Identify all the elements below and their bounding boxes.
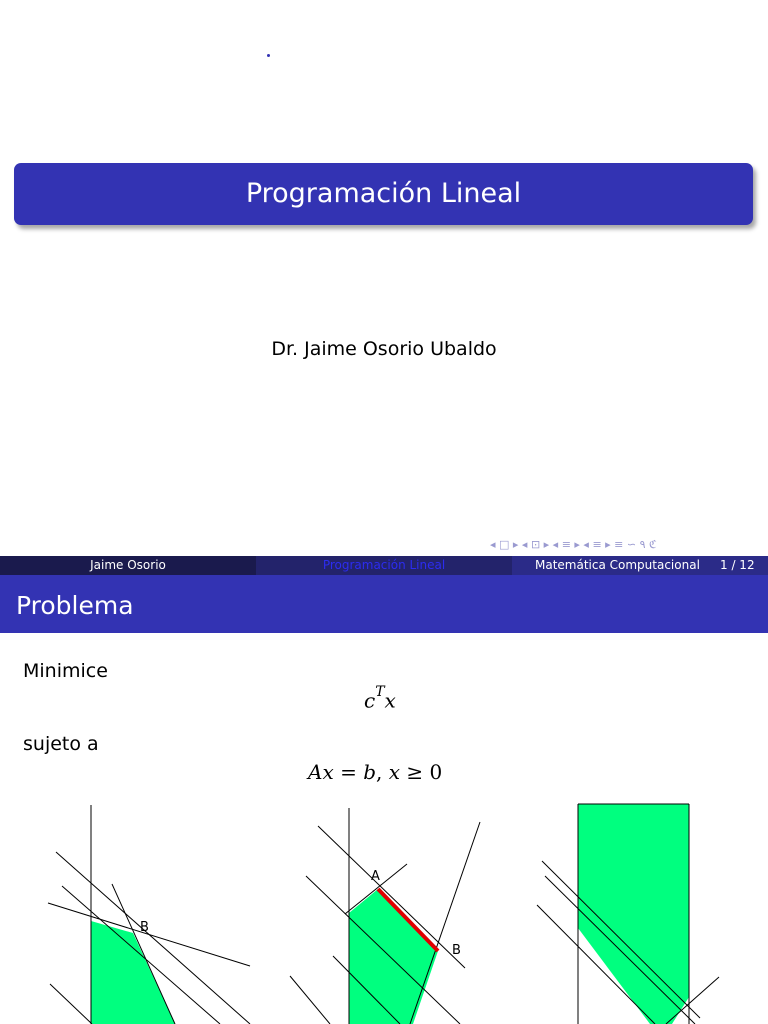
- frame-title: Problema: [16, 591, 134, 620]
- slide-footer: [0, 556, 768, 575]
- figure-1: [48, 805, 250, 1024]
- objective-x: x: [384, 688, 396, 713]
- fig2-line: [290, 976, 330, 1024]
- subject-to-label: sujeto a: [23, 733, 99, 755]
- beamer-navigation-icons[interactable]: ◂ □ ▸ ◂ ⊡ ▸ ◂ ≡ ▸ ◂ ≡ ▸ ≡ ∽ ۹ ℭ: [490, 538, 657, 551]
- constraint-b: b: [363, 760, 377, 784]
- constraint-x: x: [388, 760, 401, 784]
- fig2-line: [410, 822, 480, 1024]
- footer-author: Jaime Osorio: [0, 556, 256, 575]
- fig1-label-b: B: [140, 920, 149, 935]
- objective-c: c: [364, 688, 376, 713]
- constraint-expression: [308, 760, 442, 784]
- constraint-equals: =: [333, 760, 364, 784]
- slide-author: Dr. Jaime Osorio Ubaldo: [271, 338, 497, 360]
- objective-transpose: T: [375, 684, 385, 700]
- fig2-feasible-region: [349, 889, 438, 1024]
- slide-title: Programación Lineal: [245, 178, 522, 209]
- fig2-label-b: B: [452, 943, 461, 958]
- decorative-dot: [267, 54, 270, 57]
- fig1-feasible-region: [91, 921, 175, 1024]
- footer-title: Programación Lineal: [256, 556, 512, 575]
- figure-2: [290, 808, 480, 1024]
- constraint-comma: ,: [376, 760, 389, 784]
- fig1-line: [50, 984, 92, 1024]
- constraint-nonneg: ≥ 0: [400, 760, 443, 784]
- frame-header: [0, 575, 768, 633]
- footer-page-number: 1 / 12: [720, 558, 755, 572]
- slide-title-box: [14, 163, 753, 225]
- feasible-region-figures: [0, 800, 768, 1024]
- footer-course: Matemática Computacional: [535, 558, 700, 572]
- footer-right: [512, 556, 768, 575]
- minimize-label: Minimice: [23, 660, 108, 682]
- objective-expression: [364, 684, 396, 713]
- fig2-label-a: A: [371, 869, 380, 884]
- figure-3: [537, 804, 719, 1024]
- constraint-ax: Ax: [308, 760, 334, 784]
